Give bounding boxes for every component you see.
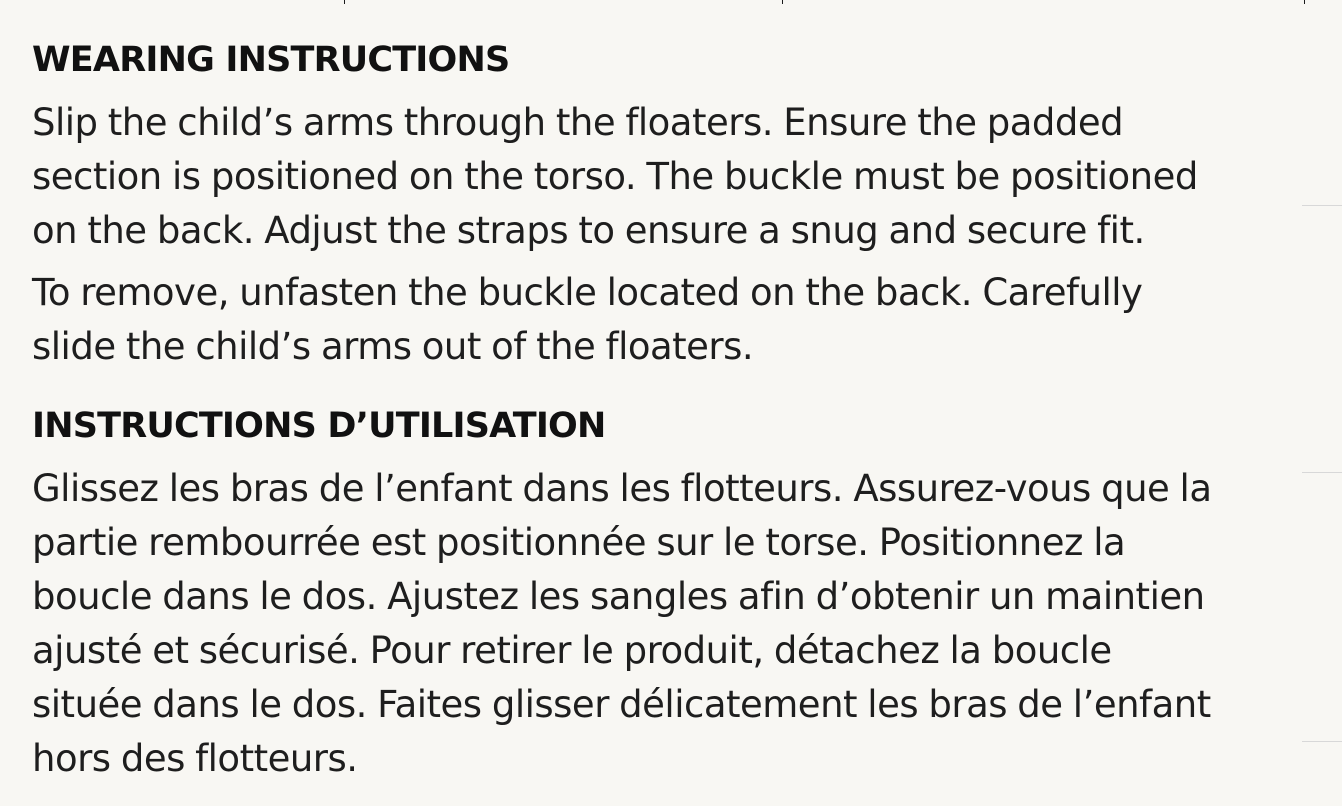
english-body xyxy=(32,96,1282,374)
top-edge-mark xyxy=(782,0,783,4)
french-paragraph xyxy=(32,462,1282,786)
text-line: située dans le dos. Faites glisser délicatement les bras de l’enfant xyxy=(32,683,1211,726)
top-edge-mark xyxy=(1304,0,1305,4)
right-edge-rule xyxy=(1302,205,1342,206)
english-section xyxy=(32,36,1282,374)
text-line: on the back. Adjust the straps to ensure a snug and secure fit. xyxy=(32,209,1145,252)
french-section xyxy=(32,402,1282,786)
english-paragraph-wearing xyxy=(32,96,1282,258)
text-line: partie rembourrée est positionnée sur le torse. Positionnez la xyxy=(32,521,1126,564)
french-heading: INSTRUCTIONS D’UTILISATION xyxy=(32,406,606,446)
french-body xyxy=(32,462,1282,786)
text-line: Slip the child’s arms through the floaters. Ensure the padded xyxy=(32,101,1124,144)
right-edge-rule xyxy=(1302,472,1342,473)
instructions-content xyxy=(32,36,1282,786)
text-line: section is positioned on the torso. The buckle must be positioned xyxy=(32,155,1198,198)
text-line: ajusté et sécurisé. Pour retirer le produit, détachez la boucle xyxy=(32,629,1112,672)
text-line: hors des flotteurs. xyxy=(32,737,358,780)
text-line: boucle dans le dos. Ajustez les sangles afin d’obtenir un maintien xyxy=(32,575,1205,618)
text-line: To remove, unfasten the buckle located on the back. Carefully xyxy=(32,271,1143,314)
text-line: Glissez les bras de l’enfant dans les flotteurs. Assurez-vous que la xyxy=(32,467,1212,510)
right-edge-rule xyxy=(1302,741,1342,742)
top-edge-mark xyxy=(344,0,345,4)
text-line: slide the child’s arms out of the floaters. xyxy=(32,325,754,368)
english-heading: WEARING INSTRUCTIONS xyxy=(32,40,510,80)
english-paragraph-removing xyxy=(32,266,1282,374)
